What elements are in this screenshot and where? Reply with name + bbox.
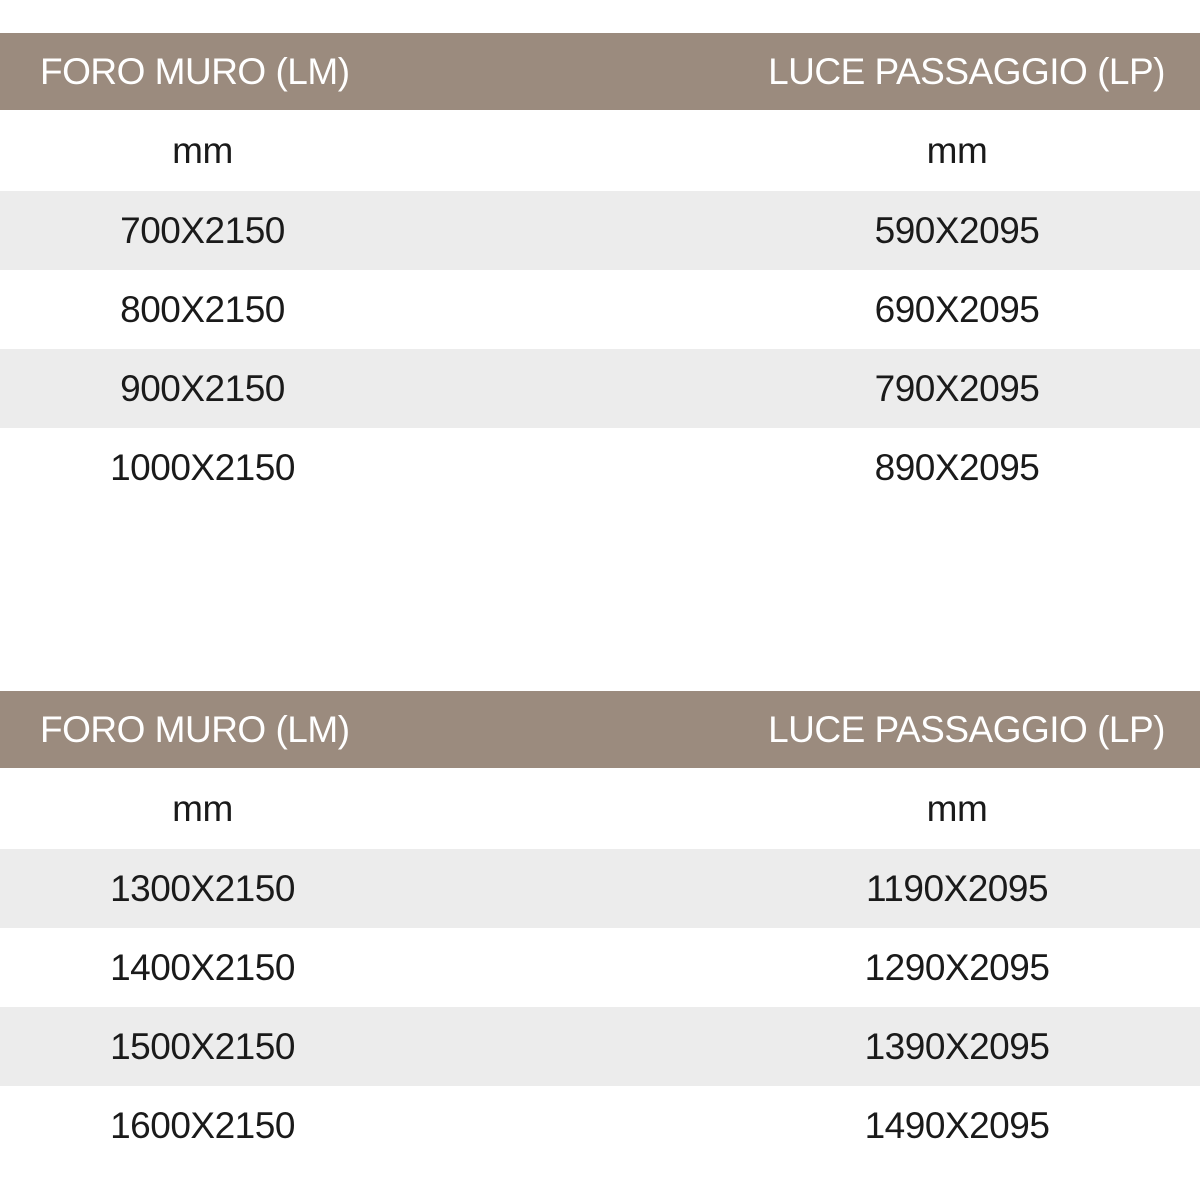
cell-lp: 790X2095 bbox=[874, 367, 1040, 409]
cell-lm: 700X2150 bbox=[120, 209, 285, 251]
cell-lp: 890X2095 bbox=[874, 446, 1040, 488]
table-row bbox=[0, 270, 1200, 349]
header-foro-muro: FORO MURO (LM) bbox=[40, 51, 350, 92]
cell-lp: 1490X2095 bbox=[864, 1104, 1050, 1146]
cell-lm: 1300X2150 bbox=[110, 867, 295, 909]
cell-lm: 1600X2150 bbox=[110, 1104, 295, 1146]
units-row bbox=[0, 768, 1200, 849]
dimensions-table-2 bbox=[0, 691, 1200, 1165]
table-row bbox=[0, 191, 1200, 270]
table-header bbox=[0, 691, 1200, 768]
unit-right: mm bbox=[926, 129, 988, 171]
cell-lm: 900X2150 bbox=[120, 367, 285, 409]
cell-lp: 1290X2095 bbox=[864, 946, 1050, 988]
table-header bbox=[0, 33, 1200, 110]
table-row bbox=[0, 928, 1200, 1007]
unit-right: mm bbox=[926, 787, 988, 829]
cell-lm: 1000X2150 bbox=[110, 446, 295, 488]
table-row bbox=[0, 849, 1200, 928]
cell-lp: 690X2095 bbox=[874, 288, 1040, 330]
cell-lm: 800X2150 bbox=[120, 288, 285, 330]
header-luce-passaggio: LUCE PASSAGGIO (LP) bbox=[768, 709, 1165, 750]
table-row bbox=[0, 428, 1200, 507]
dimensions-table-1 bbox=[0, 33, 1200, 507]
cell-lp: 1390X2095 bbox=[864, 1025, 1050, 1067]
unit-left: mm bbox=[172, 787, 233, 829]
cell-lm: 1500X2150 bbox=[110, 1025, 295, 1067]
table-row bbox=[0, 349, 1200, 428]
table-row bbox=[0, 1086, 1200, 1165]
table-row bbox=[0, 1007, 1200, 1086]
units-row bbox=[0, 110, 1200, 191]
cell-lp: 590X2095 bbox=[874, 209, 1040, 251]
unit-left: mm bbox=[172, 129, 233, 171]
header-luce-passaggio: LUCE PASSAGGIO (LP) bbox=[768, 51, 1165, 92]
cell-lm: 1400X2150 bbox=[110, 946, 295, 988]
cell-lp: 1190X2095 bbox=[865, 867, 1049, 909]
header-foro-muro: FORO MURO (LM) bbox=[40, 709, 350, 750]
